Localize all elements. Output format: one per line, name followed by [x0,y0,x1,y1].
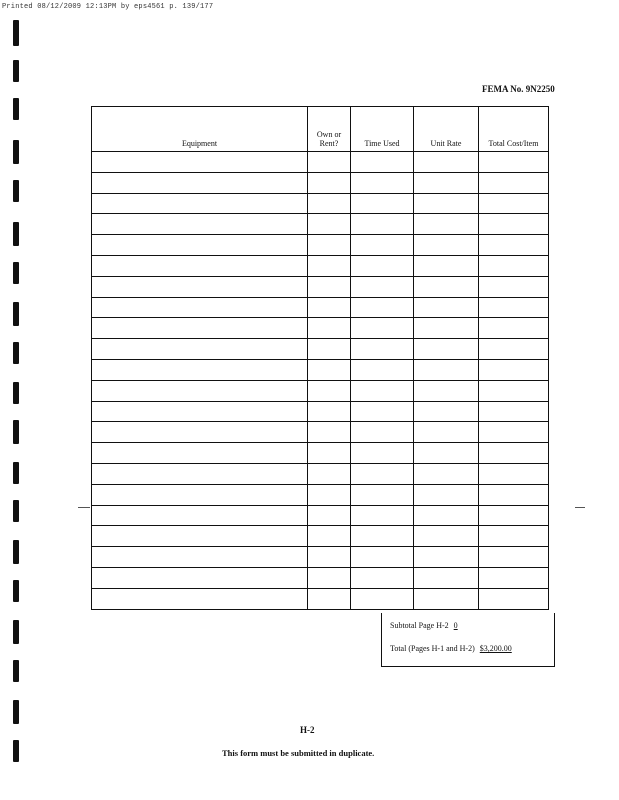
table-row [92,380,549,401]
print-header: Printed 08/12/2009 12:13PM by eps4561 p. 139/177 [2,3,214,11]
cell-time-used [351,276,414,297]
total-line [390,644,512,653]
cell-unit-rate [414,255,479,276]
cell-unit-rate [414,318,479,339]
cell-equipment [92,172,308,193]
cell-unit-rate [414,505,479,526]
cell-equipment [92,588,308,609]
cell-time-used [351,443,414,464]
cell-time-used [351,567,414,588]
cell-equipment [92,297,308,318]
header-unit-rate: Unit Rate [414,107,479,152]
cell-unit-rate [414,172,479,193]
cell-equipment [92,484,308,505]
cell-equipment [92,547,308,568]
cell-unit-rate [414,526,479,547]
cell-time-used [351,463,414,484]
cell-own-or-rent [308,380,351,401]
cell-equipment [92,255,308,276]
cell-total-cost [479,172,549,193]
cell-time-used [351,339,414,360]
table-row [92,463,549,484]
cell-time-used [351,588,414,609]
cell-own-or-rent [308,422,351,443]
cell-time-used [351,505,414,526]
cell-total-cost [479,193,549,214]
cell-equipment [92,526,308,547]
cell-equipment [92,443,308,464]
equipment-table [91,106,549,610]
cell-equipment [92,235,308,256]
cell-unit-rate [414,484,479,505]
cell-unit-rate [414,380,479,401]
header-total-cost: Total Cost/Item [479,107,549,152]
cell-equipment [92,380,308,401]
cell-total-cost [479,422,549,443]
cell-total-cost [479,235,549,256]
cell-equipment [92,214,308,235]
summary-box [381,613,555,667]
subtotal-label: Subtotal Page H-2 [390,621,449,630]
subtotal-value: 0 [453,621,458,630]
cell-total-cost [479,484,549,505]
cell-time-used [351,235,414,256]
cell-own-or-rent [308,297,351,318]
header-equipment: Equipment [92,107,308,152]
cell-total-cost [479,526,549,547]
cell-total-cost [479,463,549,484]
cell-unit-rate [414,547,479,568]
cell-own-or-rent [308,193,351,214]
cell-equipment [92,339,308,360]
cell-own-or-rent [308,172,351,193]
cell-equipment [92,401,308,422]
table-row [92,443,549,464]
header-own-or-rent: Own or Rent? [308,107,351,152]
cell-own-or-rent [308,567,351,588]
table-row [92,297,549,318]
table-row [92,152,549,173]
cell-equipment [92,318,308,339]
table-row [92,567,549,588]
cell-unit-rate [414,422,479,443]
cell-time-used [351,484,414,505]
cell-total-cost [479,401,549,422]
cell-unit-rate [414,276,479,297]
cell-total-cost [479,359,549,380]
table-row [92,318,549,339]
total-value: $3,200.00 [479,644,512,653]
table-body [92,152,549,610]
table-row [92,484,549,505]
cell-unit-rate [414,401,479,422]
table-row [92,401,549,422]
table-row [92,588,549,609]
table-row [92,172,549,193]
cell-equipment [92,422,308,443]
margin-tick [78,507,90,508]
cell-time-used [351,401,414,422]
cell-total-cost [479,588,549,609]
table-row [92,547,549,568]
table-row [92,235,549,256]
header-time-used: Time Used [351,107,414,152]
cell-total-cost [479,567,549,588]
cell-equipment [92,463,308,484]
cell-time-used [351,255,414,276]
cell-total-cost [479,214,549,235]
cell-own-or-rent [308,152,351,173]
fema-number: FEMA No. 9N2250 [482,84,555,94]
cell-own-or-rent [308,484,351,505]
total-label: Total (Pages H-1 and H-2) [390,644,475,653]
cell-time-used [351,152,414,173]
cell-equipment [92,152,308,173]
cell-own-or-rent [308,339,351,360]
cell-equipment [92,359,308,380]
cell-own-or-rent [308,547,351,568]
cell-unit-rate [414,359,479,380]
cell-time-used [351,193,414,214]
page-number: H-2 [300,725,315,735]
cell-own-or-rent [308,235,351,256]
cell-time-used [351,214,414,235]
subtotal-line [390,621,458,630]
cell-time-used [351,422,414,443]
table-row [92,505,549,526]
cell-unit-rate [414,193,479,214]
cell-unit-rate [414,152,479,173]
cell-time-used [351,526,414,547]
cell-own-or-rent [308,214,351,235]
cell-unit-rate [414,297,479,318]
cell-unit-rate [414,214,479,235]
table-row [92,193,549,214]
cell-time-used [351,359,414,380]
table-header-row [92,107,549,152]
table-row [92,526,549,547]
cell-time-used [351,297,414,318]
footer-note: This form must be submitted in duplicate. [222,748,375,758]
cell-time-used [351,547,414,568]
table-row [92,255,549,276]
table-row [92,276,549,297]
cell-unit-rate [414,443,479,464]
cell-equipment [92,276,308,297]
cell-own-or-rent [308,359,351,380]
cell-own-or-rent [308,588,351,609]
cell-own-or-rent [308,443,351,464]
table-row [92,422,549,443]
cell-own-or-rent [308,276,351,297]
cell-total-cost [479,255,549,276]
cell-own-or-rent [308,505,351,526]
table-row [92,214,549,235]
cell-own-or-rent [308,463,351,484]
cell-equipment [92,193,308,214]
cell-own-or-rent [308,401,351,422]
cell-own-or-rent [308,255,351,276]
cell-time-used [351,318,414,339]
cell-total-cost [479,339,549,360]
cell-equipment [92,505,308,526]
cell-total-cost [479,547,549,568]
margin-tick [575,507,585,508]
cell-time-used [351,380,414,401]
cell-total-cost [479,443,549,464]
cell-unit-rate [414,463,479,484]
cell-total-cost [479,276,549,297]
binding-holes [0,0,32,800]
cell-total-cost [479,318,549,339]
cell-unit-rate [414,588,479,609]
cell-total-cost [479,297,549,318]
cell-total-cost [479,152,549,173]
table-row [92,339,549,360]
table-row [92,359,549,380]
cell-time-used [351,172,414,193]
cell-unit-rate [414,567,479,588]
cell-total-cost [479,380,549,401]
cell-unit-rate [414,235,479,256]
cell-equipment [92,567,308,588]
cell-own-or-rent [308,318,351,339]
cell-total-cost [479,505,549,526]
cell-unit-rate [414,339,479,360]
cell-own-or-rent [308,526,351,547]
